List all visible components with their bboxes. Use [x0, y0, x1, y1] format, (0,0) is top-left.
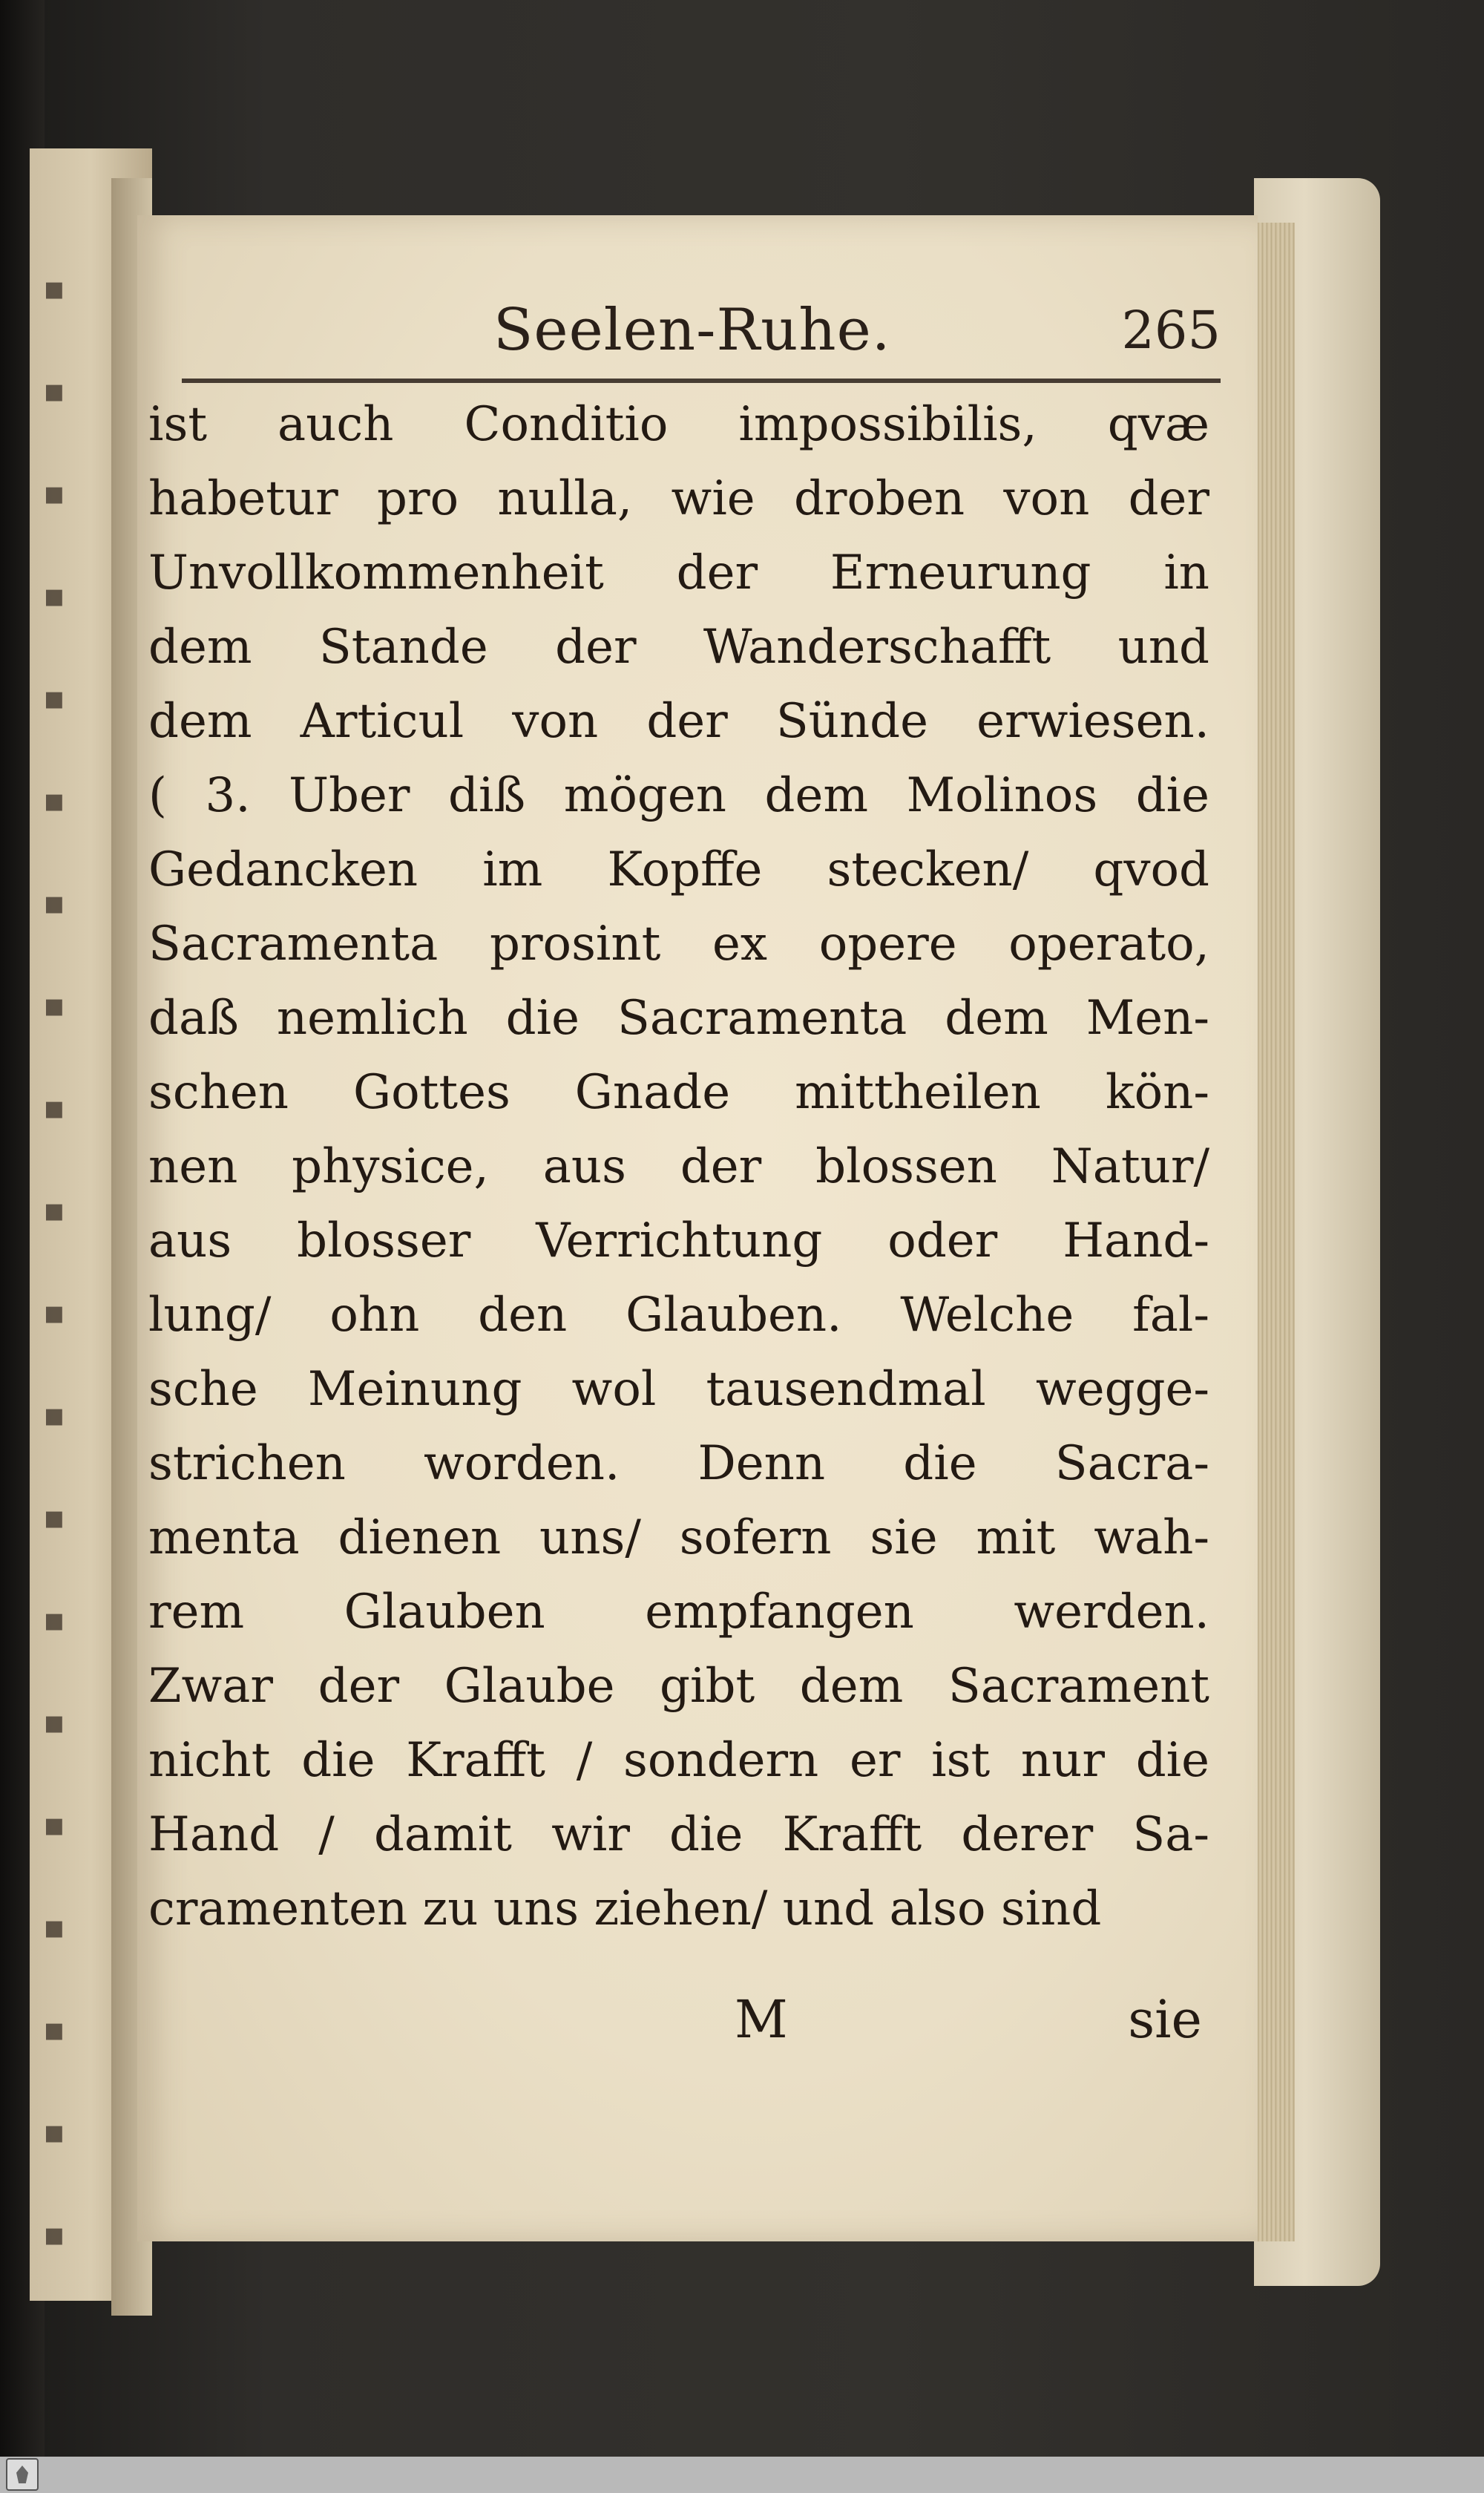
text-line: sche Meinung wol tausendmal wegge-	[148, 1362, 1209, 1417]
page-header	[182, 297, 1221, 379]
text-line: strichen worden. Denn die Sacra-	[148, 1436, 1209, 1491]
text-line: habetur pro nulla, wie droben von der	[148, 471, 1209, 526]
text-line: rem Glauben empfangen werden.	[148, 1585, 1209, 1639]
text-line: menta dienen uns/ sofern sie mit wah-	[148, 1510, 1209, 1565]
text-line: daß nemlich die Sacramenta dem Men-	[148, 991, 1209, 1046]
text-line: nicht die Krafft / sondern er ist nur die	[148, 1733, 1209, 1788]
text-line: lung/ ohn den Glauben. Welche fal-	[148, 1288, 1209, 1343]
text-line: nen physice, aus der blossen Natur/	[148, 1139, 1209, 1194]
text-line: Zwar der Glaube gibt dem Sacrament	[148, 1659, 1209, 1714]
text-line: schen Gottes Gnade mittheilen kön-	[148, 1065, 1209, 1120]
header-rule	[182, 379, 1221, 383]
text-line: Gedancken im Kopffe stecken/ qvod	[148, 842, 1209, 897]
signature-mark: M	[735, 1989, 788, 2050]
page-number: 265	[1121, 300, 1221, 361]
text-line: Hand / damit wir die Krafft derer Sa-	[148, 1807, 1209, 1862]
text-line: Unvollkommenheit der Erneurung in	[148, 546, 1209, 600]
text-line: aus blosser Verrichtung oder Hand-	[148, 1213, 1209, 1268]
library-logo-icon	[6, 2458, 39, 2491]
body-text	[148, 387, 1209, 1946]
text-line: Sacramenta prosint ex opere operato,	[148, 917, 1209, 972]
facing-page-show-through: ▪ ▪ ▪ ▪ ▪ ▪ ▪ ▪ ▪ ▪ ▪ ▪ ▪ ▪ ▪ ▪ ▪ ▪ ▪ ▪	[43, 269, 65, 2253]
text-line: ist auch Conditio impossibilis, qvæ	[148, 397, 1209, 452]
running-title: Seelen-Ruhe.	[493, 297, 891, 364]
catchword: sie	[1128, 1989, 1202, 2050]
book-page	[137, 215, 1258, 2241]
viewer-bottom-bar	[0, 2457, 1484, 2493]
page-block-edge	[1254, 223, 1295, 2241]
text-line: cramenten zu uns ziehen/ und also sind	[148, 1881, 1102, 1936]
text-line: dem Articul von der Sünde erwiesen.	[148, 694, 1209, 749]
page-footer	[148, 1989, 1209, 2071]
text-line: dem Stande der Wanderschafft und	[148, 620, 1209, 675]
text-line: ( 3. Uber diß mögen dem Molinos die	[148, 768, 1209, 823]
